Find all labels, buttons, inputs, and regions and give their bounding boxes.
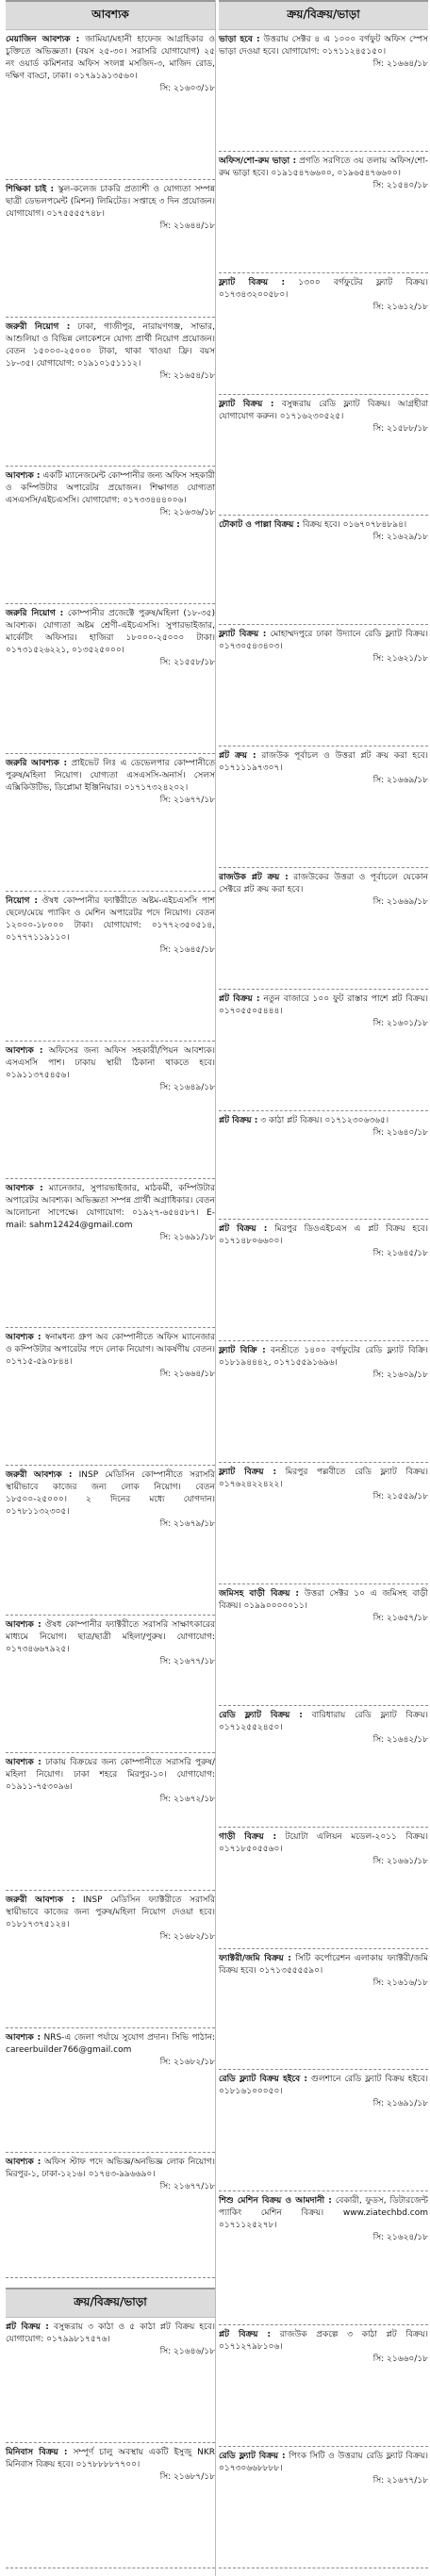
ad-heading: আবশ্যক : (6, 1333, 41, 1343)
ad-body: স্বনামধন্য গ্রুপ অব কোম্পানীতে অফিস ম্যানেজার ও কম্পিউটার অপারেটর পদে লোক নিয়োগ। আকর্ষণীয় বেতন। ০১৭১৫-৫৯০৮৪৪। (6, 1333, 215, 1368)
ad-reference: সি: ২১৬৬৯/১৮ (372, 776, 428, 786)
ad-reference: সি: ২১৬৪৫/১৮ (159, 944, 215, 955)
classified-ad (219, 1706, 428, 1828)
ad-heading: অফিস/শো-রুম ভাড়া : (219, 156, 297, 166)
classified-ad (219, 2191, 428, 2325)
ad-reference: সি: ২১৬৪৬/১৮ (159, 2347, 215, 2357)
classified-ad (6, 892, 215, 1042)
ad-heading: আবশ্যক : (6, 471, 41, 482)
ad-body: উত্তরায় সেক্টর ৪ এ ১০০০ বর্গফুট অফিস স্পেস ভাড়া দেওয়া হবে। যোগাযোগ: ০১৭১১২৪৫১৫০। (219, 35, 428, 57)
ad-heading: রেডি ফ্ল্যাট বিক্রয় : (219, 2451, 286, 2461)
ad-heading: ফ্ল্যাট বিক্রয় : (219, 1468, 277, 1478)
ad-body: গুলশানে রেডি ফ্ল্যাট বিক্রয় হইবে। ০১৮১৬১০০০৫০। (219, 2075, 428, 2097)
classified-ad (6, 1466, 215, 1616)
ad-heading: প্লট বিক্রয় : (219, 993, 260, 1004)
classified-ad (6, 180, 215, 318)
ad-body: INSP মেডিসিন ফ্যাক্টরীতে সরাসরি স্থায়ীভাবে কাজের জন্য পুরুষ/মহিলা নিয়োগ দেওয়া হবে। ০১৮১৭৩৭৫১২৪। (6, 1895, 215, 1929)
classified-ad (219, 152, 428, 273)
classified-ad (219, 2447, 428, 2568)
ad-reference: সি: ২১৬১৬/১৮ (372, 1977, 428, 1988)
classified-ad (6, 318, 215, 468)
ad-heading: নিয়োগ : (6, 895, 39, 906)
ad-body: অফিসের জন্য অফিস সহকারী/পিয়ন আবশ্যক। এসএসসি পাশ। ঢাকায় স্থায়ী ঠিকানা থাকতে হবে। ০১৯১১৩৭৫৪৫৬। (6, 1045, 215, 1080)
ad-reference: সি: ২১৫৪০/১৮ (372, 180, 428, 190)
ad-reference: সি: ২১৬৯১/১৮ (159, 1232, 215, 1242)
ad-reference: সি: ২১৬৩৬/১৮ (159, 508, 215, 518)
ad-reference: সি: ২১৬৬০/১৮ (372, 2354, 428, 2365)
ad-reference: সি: ২১৬৪০/১৮ (372, 1127, 428, 1138)
ad-heading: মেয়াজিন আবশ্যক : (6, 35, 80, 44)
classified-ad (6, 1179, 215, 1329)
classified-ad (219, 2070, 428, 2191)
classified-ad (6, 1042, 215, 1179)
ad-body: টয়োটা এলিয়ন মডেল-২০১১ বিক্রয়। ০১৭১৮৫০৫৫৬০। (219, 1831, 428, 1854)
ad-body: রাজউক পূর্বাচল ও উত্তরা প্লট ক্রয় করা হবে। ০১৭১১১৯৭৩০৭। (219, 751, 428, 774)
ad-heading: আবশ্যক : (6, 1045, 43, 1056)
ad-heading: আবশ্যক : (6, 2158, 41, 2168)
ad-body: ঔষধ কোম্পানীর ফ্যাক্টরীতে সরাসরি সাক্ষাৎকারের মাধ্যমে নিয়োগ। ছাত্র/ছাত্রী মহিলা/পুরুষ। যোগাযোগ: ০১৭৩৪৬৬৭৯২৫। (6, 1620, 215, 1655)
ad-reference: সি: ২১৬৭৭/১৮ (159, 1657, 215, 1667)
section-banner-buy-sell: ক্রয়/বিক্রয়/ভাড়া (219, 0, 428, 30)
ad-heading: প্লট ক্রয় : (219, 751, 256, 762)
ad-body: বসুন্ধরায় রেডি ফ্ল্যাট বিক্রয়। আগ্রহীরা যোগাযোগ করুন। ০১৭১৬২৩০৫২৫। (219, 399, 429, 421)
ad-body: প্রগতি সরণিতে ৩য় তলায় অফিস/শো-রুম ভাড়া হবে। ০১৯১৫৪৭৬৬০০, ০১৯৬৫৪৭৬৬০০। (219, 156, 428, 178)
ad-reference: সি: ২১৫৫৮/১৮ (159, 658, 215, 668)
ad-heading: রেডি ফ্ল্যাট বিক্রয় : (219, 1710, 303, 1720)
ad-reference: সি: ২১৬৬১/১৮ (372, 1856, 428, 1866)
classified-ad (219, 395, 428, 517)
classified-ad (219, 1111, 428, 1221)
classified-ad (219, 625, 428, 747)
ad-heading: ফ্ল্যাট বিক্রি : (219, 1346, 266, 1356)
ad-reference: সি: ২১৬৪২/১৮ (372, 1734, 428, 1745)
ad-body: অফিস স্টাফ পদে অভিজ্ঞ/অনভিজ্ঞ লোক নিয়োগ। মিরপুর-১, ঢাকা-১২১৬। ০১৭৪৩-৯৯৬৬৯০। (6, 2158, 215, 2180)
ad-reference: সি: ২১৬২৯/১৮ (372, 533, 428, 543)
classified-ad (6, 1891, 215, 2028)
ad-reference: সি: ২১৬২১/১৮ (372, 654, 428, 665)
ad-reference: সি: ২১৬৫৪/১৮ (159, 370, 215, 381)
section-gap (6, 2278, 215, 2288)
ad-heading: ঢৌকাট ও পাল্লা বিক্রয় : (219, 520, 301, 531)
ad-heading: জরুরি আবশ্যক : (6, 759, 68, 769)
ad-reference: সি: ২১৬০৩/১৮ (159, 84, 215, 93)
ad-body: রাজউকের উত্তরা ও পূর্বাচলে যেকোন সেক্টরে প্লট ক্রয় করা হবে। (219, 872, 428, 894)
ad-body: ঔষধ কোম্পানীর ফ্যাক্টরীতে অষ্টম-এইচএসসি পাশ ছেলে/মেয়ে প্যাকিং ও মেশিন অপারেটর পদে নিয়োগ। বেতন ১২০০০-১৮০০০ টাকা। যোগাযোগ: ০১৭৭২৩৫০৫১৪, ০১৭৭৭১১৯১১০। (6, 895, 215, 943)
ad-reference: সি: ২১৬৪৪/১৮ (159, 221, 215, 231)
ad-reference: সি: ২১৬৮২/১৮ (159, 1931, 215, 1942)
ad-body: ঢাকা, গাজীপুর, নারায়ণগঞ্জ, সাভার, আশুলিয়া ও বিভিন্ন লোকেশনে যোগ্য প্রার্থী নিয়োগ প্রয়োজন। বেতন ১৫০০০-২৫০০০ টাকা, থাকা খাওয়া ফ্রি। বয়স ১৮-৩৫। যোগাযোগ: ০১৯১০১৫১১১২। (6, 321, 215, 369)
ad-reference: সি: ২১৬৬৯/১৮ (372, 896, 428, 907)
column-divider (215, 0, 216, 2576)
left-column (6, 0, 215, 2568)
classified-ad (219, 1828, 428, 1949)
ad-heading: প্লট বিক্রয় : (219, 1224, 268, 1235)
ad-heading: ফ্যাক্টরী/জমি বিক্রয় : (219, 1953, 291, 1963)
ad-list-wanted (6, 30, 215, 2278)
classified-ad (219, 273, 428, 395)
ad-heading: জরুরী আবশ্যক : (6, 1895, 75, 1905)
ad-body: বিক্রয় হবে। ০১৬৭০৭৮৪৮৯৪। (302, 520, 407, 531)
ad-body: বেকারী, ফুডস, ডিটারজেন্ট প্যাকিং মেশিন বিক্রয়। www.ziatechbd.com ০১৭১১২৫২৭৮। (219, 2196, 428, 2231)
ad-heading: জরুরি নিয়োগ : (6, 609, 64, 619)
ad-heading: শিক্ষিকা চাই : (6, 184, 55, 194)
classified-ad (219, 1949, 428, 2071)
ad-reference: সি: ২১৬৭৭/১৮ (372, 2475, 428, 2486)
ad-heading: আবশ্যক : (6, 1183, 43, 1193)
classified-ad (6, 1328, 215, 1466)
classified-ad (219, 30, 428, 152)
ad-body: স্কুল-কলেজ চাকরি প্রত্যাশী ও যোগ্যতা সম্পন্ন ছাত্রী ডেভলপমেন্ট (মিশন) লিমিটেড। সপ্তাহে ৩ দিন প্রয়োজন। যোগাযোগ। ০১৭৫৫৫৫৭৪৮। (6, 184, 215, 219)
ad-list-buy-sell-left (6, 2318, 215, 2568)
classified-ad (219, 1341, 428, 1463)
ad-list-buy-sell (219, 30, 428, 2568)
ad-heading: ফ্ল্যাট বিক্রয় : (219, 399, 274, 409)
ad-reference: সি: ২১৬৯১/১৮ (372, 2099, 428, 2109)
classified-ad (6, 2153, 215, 2278)
ad-body: ঢাকায় বিক্রয়ের জন্য কোম্পানীতে সরাসরি পুরুষ/মহিলা নিয়োগ। ঢাকা শহরে মিরপুর-১০। যোগাযোগ: ০১৯১১-৭৫৩০৯৬। (6, 1757, 215, 1792)
ad-heading: জমিসহ বাড়ী বিক্রয় : (219, 1588, 300, 1599)
classified-ad (6, 1616, 215, 1753)
ad-heading: রেডি ফ্ল্যাট বিক্রয় হইবে : (219, 2075, 307, 2085)
ad-reference: সি: ২১৬৭২/১৮ (159, 1794, 215, 1804)
classified-ad (6, 2318, 215, 2443)
ad-reference: সি: ২১৫৫৯/১৮ (372, 1492, 428, 1502)
ad-heading: জরুরী আবশ্যক : (6, 1470, 73, 1481)
classified-ad (6, 2443, 215, 2568)
ad-heading: ফ্ল্যাট বিক্রয় : (219, 630, 267, 640)
classified-ad (219, 747, 428, 868)
ad-body: মিরপুর ডিওএইচএস এ প্লট বিক্রয় হবে। ০১৭১৪৮০৬৬০০। (219, 1224, 429, 1247)
classified-ad (219, 2325, 428, 2447)
classified-ad (6, 754, 215, 892)
ad-heading: আবশ্যক : (6, 1620, 41, 1631)
ad-reference: সি: ২১৬৮২/১৮ (159, 2057, 215, 2067)
ad-heading: ভাড়া হবে : (219, 35, 260, 44)
ad-body: জামিয়া/মহানী হাফেজ আগ্রহিকার ও চুক্তিতে অভিজ্ঞতা। (বয়স ২৫-৩০। সরাসরি যোগাযোগ) ২৫ নং ওয়ার্ড কমিশনার অফিস সংলগ্ন মসজিদ-৩, মাজিদ রোড, দক্ষিণ বাড্ডা, ঢাকা। ০১৭৯১৯১৩৫৬০। (6, 35, 215, 81)
ad-reference: সি: ২১৬০১/১৮ (372, 1018, 428, 1028)
ad-heading: প্লট বিক্রয় : (6, 2322, 49, 2333)
right-column (219, 0, 428, 2568)
ad-heading: প্লট বিক্রয় : (219, 1115, 258, 1125)
classified-ad (6, 2028, 215, 2154)
ad-reference: সি: ২১৬১২/১৮ (372, 302, 428, 312)
ad-body: ম্যানেজার, সুপারভাইজার, মাঠকর্মী, কম্পিউটার অপারেটর আবশ্যক। অভিজ্ঞতা সম্পন্ন প্রার্থী অগ্রাধিকার। বেতন আলোচনা সাপেক্ষে। যোগাযোগ: ০১৯২৭-৬৫৪৫৮৭। E-mail: sahm12424@gmail.com (6, 1183, 215, 1230)
ad-reference: সি: ২১৬৪৯/১৮ (159, 1082, 215, 1092)
ad-body: NRS-এ জেলা পর্যায়ে সুযোগ প্রদান। সিভি পাঠান: careerbuilder766@gmail.com (6, 2032, 215, 2055)
ad-reference: সি: ২১৬৮৭/১৮ (159, 2472, 215, 2483)
ad-heading: মিনিবাস বিক্রয় : (6, 2448, 68, 2458)
classified-ad (6, 30, 215, 180)
ad-body: নতুন বাজারে ১০০ ফুট রাস্তার পাশে প্লট বিক্রয়। ০১৭০৫৫০৫৪৪৪। (219, 993, 428, 1016)
ad-heading: আবশ্যক : (6, 2032, 41, 2043)
ad-body: একটি ম্যানেজমেন্ট কোম্পানীর জন্য অফিস সহকারী ও কম্পিউটার অপারেটর প্রয়োজন। শিক্ষাগত যোগ্যতা এসএসসি/এইচএসসি। যোগাযোগ: ০১৭৩৩৪৪৪০০৬। (6, 471, 215, 506)
classified-ad (219, 516, 428, 625)
classified-ad (219, 990, 428, 1111)
ad-heading: আবশ্যক : (6, 1757, 41, 1767)
ad-reference: সি: ২১৬৬৪/১৮ (159, 1370, 215, 1380)
ad-body: ১৩০০ বর্গফুটের ফ্ল্যাট বিক্রয়। ০১৭৩৪৩২০০৫৮০। (219, 277, 428, 300)
ad-heading: শিশু মেশিন বিক্রয় ও আমদানী : (219, 2196, 332, 2207)
classified-ad (6, 467, 215, 604)
classified-ad (6, 1753, 215, 1891)
classified-ad (219, 868, 428, 990)
ad-heading: রাজউক প্লট ক্রয় : (219, 872, 289, 882)
ad-body: কোম্পানীর প্রজেক্টে পুরুষ/মহিলা (১৮-৩৫) আবশ্যক। যোগ্যতা অষ্টম শ্রেণী-এইচএসসি। সুপারভাইজার, মার্কেটিং অফিসার। হাজিরা ১৮০০০-২৫০০০ টাকা। ০১৭৩১৫২৬২২১, ০১৩৫২৫০০০। (6, 609, 215, 656)
ad-reference: সি: ২১৬৬৪/১৮ (372, 59, 428, 69)
ad-body: মিরপুর পল্লবীতে রেডি ফ্ল্যাট বিক্রয়। ০১৭৬২৪২২৪২২। (219, 1468, 428, 1490)
ad-body: পিংক সিটি ও উত্তরায় রেডি ফ্ল্যাট বিক্রয়। ০১৭৩০৬৬৮৮৮৮। (219, 2451, 428, 2473)
ad-body: বারিধারায় রেডি ফ্ল্যাট বিক্রয়। ০১৭১২৫৫২৪৫০। (219, 1710, 428, 1732)
ad-heading: ফ্ল্যাট বিক্রয় : (219, 277, 286, 287)
ad-body: উত্তরা সেক্টর ১০ এ জমিসহ বাড়ী বিক্রয়। ০১৯৯০০০০০১১। (219, 1588, 428, 1611)
ad-body: ৩ কাঠা প্লট বিক্রয়। ০১৭১২৩০৬৩৬৫। (260, 1115, 389, 1125)
ad-reference: সি: ২১৫৮৮/১৮ (372, 423, 428, 434)
ad-body: বসুন্ধরায় ৩ কাঠা ও ৫ কাঠা প্লট বিক্রয় হবে। যোগাযোগ: ০১৭৯৯৮১৭৫৭৬। (6, 2322, 215, 2345)
ad-heading: গাড়ী বিক্রয় : (219, 1831, 277, 1842)
ad-body: INSP মেডিসিন কোম্পানীতে সরাসরি স্থায়ীভাবে কাজের জন্য লোক নিয়োগ। বেতন ১৮৫০০-২৫০০০। ২ দিনের মধ্যে যোগদান। ০১৭৮১১৩২৩০৫। (6, 1470, 215, 1518)
ad-reference: সি: ২১৬৭৯/১৮ (159, 1519, 215, 1530)
ad-body: মোহাম্মদপুরে ঢাকা উদ্যানে রেডি ফ্ল্যাট বিক্রয়। ০১৭৩০৫৪৩৪০৩। (219, 630, 428, 652)
ad-body: বনশ্রীতে ১৪০০ বর্গফুটের রেডি ফ্ল্যাট বিক্রি। ০১৮১৯৪৪৪২, ০১৭১৫৫৯১৬৯৬। (219, 1346, 428, 1369)
ad-heading: জরুরী নিয়োগ : (6, 321, 71, 332)
section-banner-wanted: আবশ্যক (6, 0, 215, 30)
ad-reference: সি: ২১৬৭৭/১৮ (159, 2182, 215, 2192)
classified-ad (6, 604, 215, 754)
ad-heading: প্লট বিক্রয় : (219, 2330, 271, 2340)
ad-body: সম্পূর্ণ চালু অবস্থায় একটি ইসুজু NKR মিনিবাস বিক্রয় হবে। ০১৭৮৮৮৮৭৭০০। (6, 2448, 215, 2470)
ad-body: প্রাইভেট লিঃ এ ডেভেলপার কোম্পানীতে পুরুষ/মহিলা নিয়োগ। যোগ্যতা এসএসসি-অনার্স। সেলস এক্সিকিউটিভ, ডিপ্লোমা ইঞ্জিনিয়ার। ০১৭১৭৩২৪২০২। (6, 759, 215, 794)
ad-body: রাজউক প্রকল্পে ৩ কাঠা প্লট বিক্রয়। ০১৭১২৭৯৮১০৬। (219, 2330, 428, 2353)
ad-reference: সি: ২১৬২৪/১৮ (372, 2233, 428, 2243)
ad-reference: সি: ২১৬৫৭/১৮ (372, 1613, 428, 1623)
classified-ad (219, 1463, 428, 1584)
ad-body: সিটি কর্পোরেশন এলাকায় ফ্যাক্টরী/জমি বিক্রয় হবে। ০১৭১৩৫৫৫৫৯০। (219, 1953, 428, 1976)
classified-ad (219, 1220, 428, 1341)
ad-reference: সি: ২১৬০৯/১৮ (372, 1370, 428, 1381)
ad-reference: সি: ২১৬৭৭/১৮ (159, 796, 215, 806)
classified-ad (219, 1584, 428, 1706)
section-banner-buy-sell-left: ক্রয়/বিক্রয়/ভাড়া (6, 2288, 215, 2318)
ad-reference: সি: ২১৬৪৫/১৮ (372, 1249, 428, 1259)
